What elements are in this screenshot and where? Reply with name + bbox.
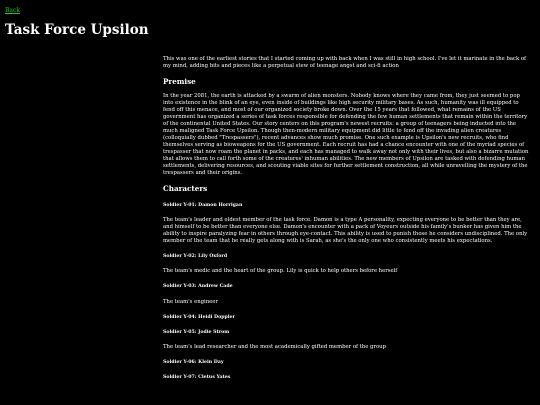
character-description: The team's leader and oldest member of the task force. Damon is a type A personality, expecting everyone to be better than they are, and himself to be better than everyone else. Damon's encounter with a pack of Voyeurs outside his family's bunker has given him the ability to inspire paralyzing fear in others through eye-contact. This ability is used to punish those he considers undisciplined. The only member of the team that he really gets along with is Sarah, as she's the only one who consistently meets his expectations. xyxy=(163,216,528,244)
character-name: Soldier Y-02: Lily Oxford xyxy=(163,253,228,259)
character-name: Soldier Y-07: Cletus Yates xyxy=(163,375,231,381)
character-name: Soldier Y-01: Damon Horrigan xyxy=(163,202,243,208)
premise-paragraph: In the year 2081, the earth is attacked by a swarm of alien monsters. Nobody knows where they came from, they just seemed to pop into existence in the blink of an eye, even inside of buildings like high security military bases. As such, humanity was ill equipped to fend off this menace, and most of our organized society broke down. Over the 15 years that followed, what remains of the US government has organized a series of task forces responsible for defending the few human settlements that remain within the territory of the continental United States. Our story centers on this program's newest recruits: a group of teenagers being inducted into the much maligned Task Force Upsilon. Though then-modern military equipment did little to fend off the invading alien creatures (colloquially dubbed "Trespassers"), recent advances show much promise. One such example is Upsilon's new recruits, who find themselves serving as bioweapons for the US government. Each recruit has had a chance encounter with one of the myriad species of trespasser that now roam the planet in packs, and each has managed to walk away not only with their lives, but also a bizarre mutation that allows them to call forth some of the creatures' inhuman abilities. The new members of Upsilon are tasked with defending human settlements, delivering resources, and scouting viable sites for further settlement construction, all while unravelling the mystery of the trespassers and their origins. xyxy=(163,92,529,176)
character-description: The team's engineer xyxy=(163,298,218,305)
page-title: Task Force Upsilon xyxy=(5,22,149,38)
main-content xyxy=(163,56,531,390)
characters-heading: Characters xyxy=(163,184,208,194)
back-link[interactable]: Back xyxy=(5,7,20,14)
character-description: The team's medic and the heart of the group. Lily is quick to help others before herself xyxy=(163,268,398,275)
character-name: Soldier Y-06: Klein Day xyxy=(163,360,224,366)
character-name: Soldier Y-03: Andrew Cade xyxy=(163,284,233,290)
premise-heading: Premise xyxy=(163,77,196,87)
character-description: The team's lead researcher and the most academically gifted member of the group xyxy=(163,344,386,351)
intro-paragraph: This was one of the earliest stories that I started coming up with back when I was still in high school. I've let it marinate in the back of my mind, adding bits and pieces like a perpetual stew of teenage angst and sci-fi action xyxy=(163,56,526,70)
character-name: Soldier Y-05: Jodie Strom xyxy=(163,329,230,335)
character-list xyxy=(163,203,531,382)
character-name: Soldier Y-04: Heidi Doppler xyxy=(163,314,236,320)
